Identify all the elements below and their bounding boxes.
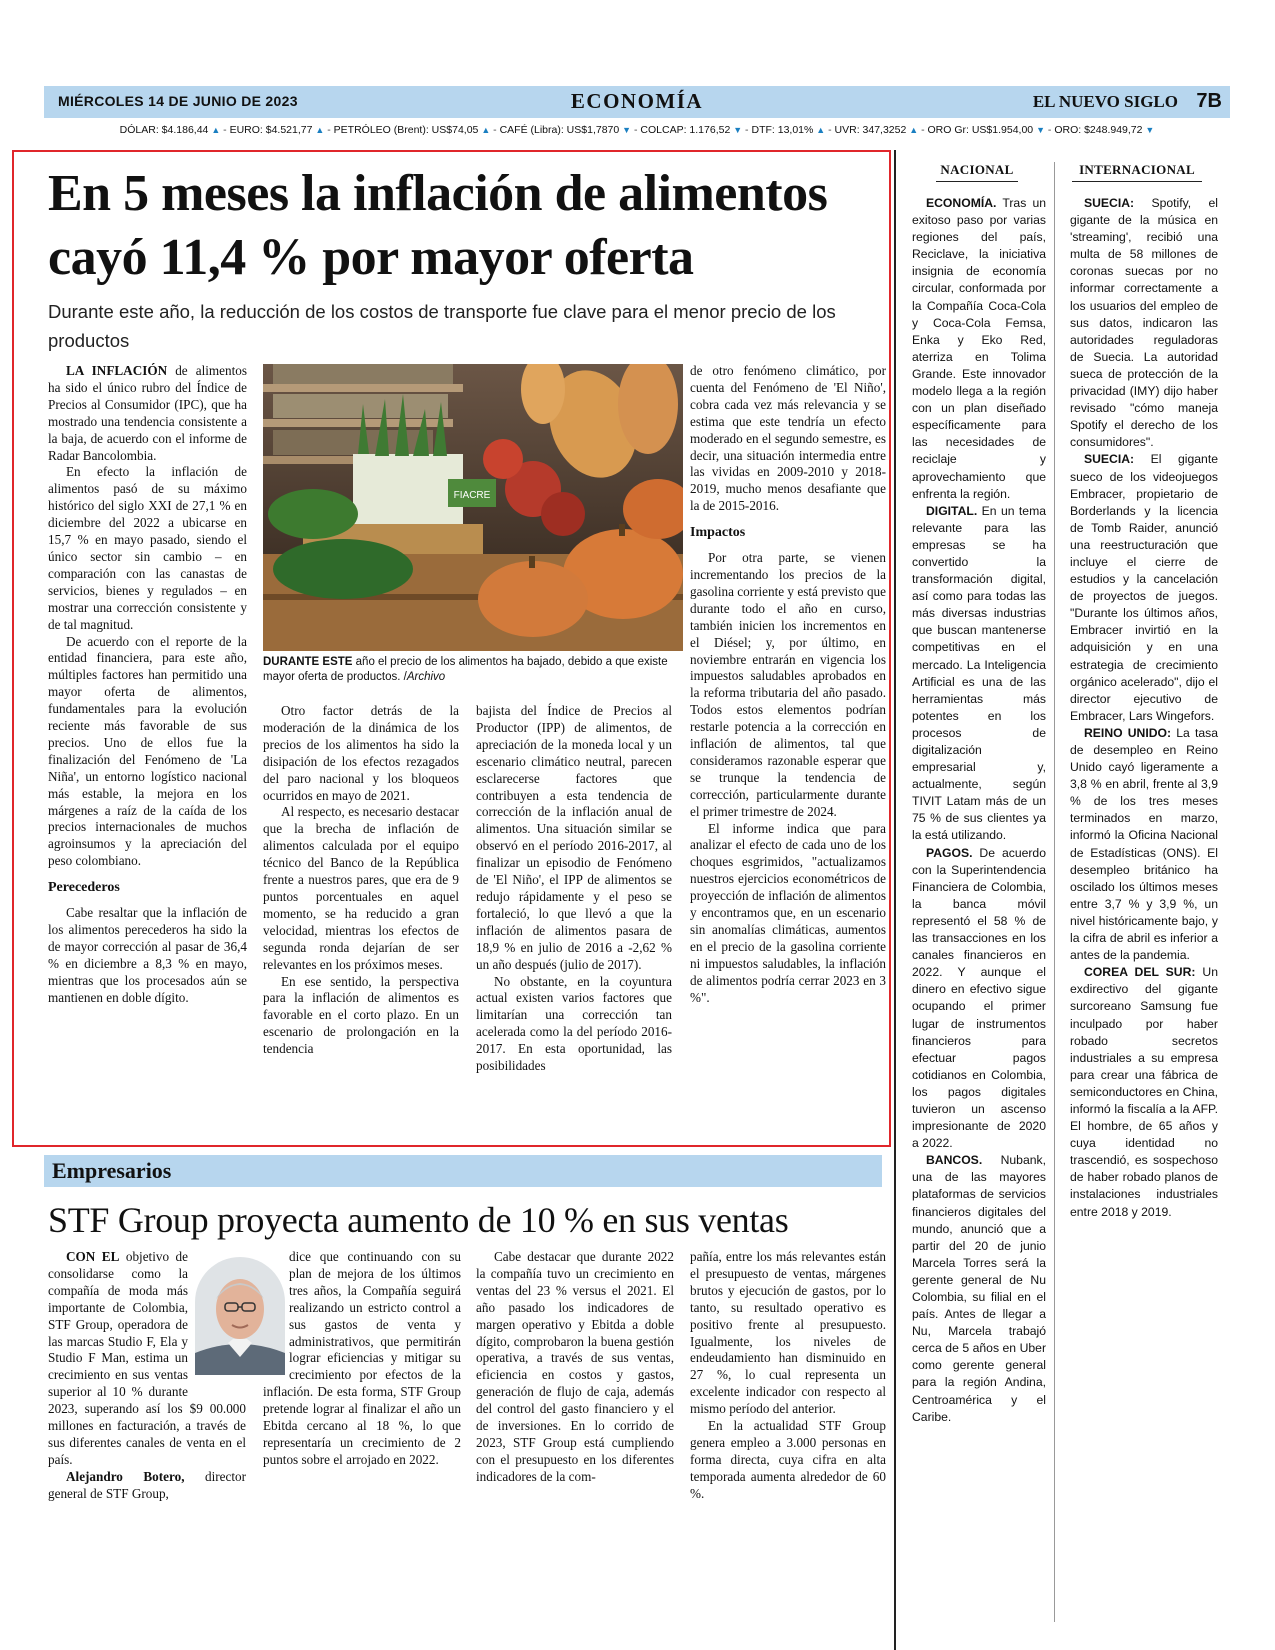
brief-text: Spotify, el gigante de la música en 'streaming', recibió una multa de 58 millones de coronas suecas por no informar correctamente a los usuarios del empleo de sus datos, indicaron las autoridades reguladoras de Suecia. La autoridad sueca de protección de la privacidad (IMY) dijo haber revisado "cómo maneja Spotify el derecho de los consumidores". bbox=[1070, 196, 1218, 450]
executive-portrait bbox=[195, 1257, 285, 1375]
page-number: 7B bbox=[1196, 90, 1222, 112]
sidebar-internacional bbox=[1070, 195, 1218, 1221]
stf-column-2 bbox=[263, 1249, 461, 1469]
paragraph: de otro fenómeno climático, por cuenta del Fenómeno de 'El Niño', cobra cada vez más relevancia y se estima que este tendría un efecto moderado en el segundo semestre, es decir, una situación intermedia entre las vividas en 2009-2010 y 2018- 2019, mucho menos desafiante que la de 2015-2016. bbox=[690, 363, 886, 514]
stf-column-4 bbox=[690, 1249, 886, 1503]
brief-text: El gigante sueco de los videojuegos Embracer, propietario de Borderlands y la licencia de Tomb Raider, anunció una reestructuración que incluye el cierre de estudios y la cancelación de proyectos de juegos. "Durante los últimos años, Embracer invirtió en la adquisición y en una estrategia de crecimiento orgánico acelerado", dijo el director ejecutivo de Embracer, Lars Wingefors. bbox=[1070, 452, 1218, 723]
down-arrow-icon: ▼ bbox=[1145, 125, 1155, 135]
up-arrow-icon: ▲ bbox=[211, 125, 221, 135]
brief-label: ECONOMÍA. bbox=[926, 196, 997, 210]
lead-cap: LA INFLACIÓN bbox=[66, 363, 168, 378]
ticker-item: EURO: $4.521,77 bbox=[229, 124, 316, 136]
issue-date: MIÉRCOLES 14 DE JUNIO DE 2023 bbox=[58, 93, 298, 109]
brief-label: SUECIA: bbox=[1084, 196, 1135, 210]
main-headline: En 5 meses la inflación de alimentos cayó 11,4 % por mayor oferta bbox=[48, 165, 828, 286]
paragraph: Cabe destacar que durante 2022 la compañía tuvo un crecimiento en ventas del 23 % versus el 2021. El año pasado los indicadores de margen operativo y Ebitda a doble dígito, comprobaron la buena gestión operativa, a través de sus ventas, eficiencia en costos y gastos, generación de flujo de caja, además del control del gasto financiero y el de inversiones. En lo corrido de 2023, STF Group está cumpliendo con el presupuesto en los diferentes indicadores de la com- bbox=[476, 1249, 674, 1484]
photo-credit: Archivo bbox=[406, 671, 446, 683]
paragraph: Cabe resaltar que la inflación de los alimentos perecederos ha sido la de mayor corrección al pasar de 36,4 % en diciembre a 8,3 % en mayo, mientras que los procesados aún se mantienen en doble dígito. bbox=[48, 905, 247, 1005]
caption-text: año el precio de los alimentos ha bajado, debido a que existe mayor oferta de productos. / bbox=[263, 656, 668, 683]
lead-cap: CON EL bbox=[66, 1249, 120, 1264]
main-column-2 bbox=[263, 703, 459, 1058]
down-arrow-icon: ▼ bbox=[733, 125, 743, 135]
ticker-item: ORO: $248.949,72 bbox=[1054, 124, 1146, 136]
brief-label: REINO UNIDO: bbox=[1084, 725, 1172, 740]
caption-lead: DURANTE ESTE bbox=[263, 656, 353, 668]
newspaper-brand: EL NUEVO SIGLO bbox=[1032, 92, 1178, 111]
ticker-item: COLCAP: 1.176,52 bbox=[640, 124, 734, 136]
paragraph: Por otra parte, se vienen incrementando los precios de la gasolina corriente y está previsto que durante todo el año en curso, también inicien los incrementos en el Diésel; y, por último, en noviembre entrarán en vigencia los impuestos saludables aprobados en la reforma tributaria del año pasado. Todos estos elementos podrían restarle potencia a la corrección en inflación de alimentos, tal que consideramos razonable esperar que se trunque la tendencia de corrección, particularmente durante el primer trimestre de 2024. bbox=[690, 550, 886, 819]
up-arrow-icon: ▲ bbox=[816, 125, 826, 135]
brief-label: BANCOS. bbox=[926, 1153, 983, 1168]
brief-label: SUECIA: bbox=[1084, 452, 1135, 467]
stf-column-3 bbox=[476, 1249, 674, 1486]
section-band-empresarios bbox=[44, 1155, 882, 1187]
person-name: Alejandro Botero, bbox=[66, 1468, 185, 1484]
paragraph: Otro factor detrás de la moderación de la dinámica de los precios de los alimentos ha sido la disipación de los efectos rezagados del paro nacional y los bloqueos ocurridos en mayo de 2021. bbox=[263, 703, 459, 803]
main-deck: Durante este año, la reducción de los costos de transporte fue clave para el menor precio de los productos bbox=[48, 301, 836, 351]
sidebar-title-internacional: INTERNACIONAL bbox=[1072, 162, 1202, 182]
paragraph: director general de STF Group, bbox=[48, 1468, 246, 1501]
main-column-4 bbox=[690, 363, 886, 1007]
brief-text: Un exdirectivo del gigante surcoreano Samsung fue inculpado por haber robado secretos industriales a su empresa para crear una fábrica de semiconductores en China, informó la fiscalía a la AFP. El hombre, de 65 años y cuya identidad no trascendió, es sospechoso de haber robado planos de instalaciones industriales entre 2018 y 2019. bbox=[1070, 965, 1219, 1219]
section-title: ECONOMÍA bbox=[570, 89, 704, 113]
brief-text: De acuerdo con la Superintendencia Financiera de Colombia, la banca móvil representó el 58 % de las transacciones en los canales financieros en 2022. Y aunque el dinero en efectivo sigue ocupando el primer lugar de instrumentos financieros para efectuar pagos cotidianos en Colombia, los pagos digitales tuvieron un ascenso impresionante de 2020 a 2022. bbox=[912, 845, 1046, 1151]
paragraph: En ese sentido, la perspectiva para la inflación de alimentos es favorable en el corto plazo. En un escenario de prolongación en la tendencia bbox=[263, 973, 459, 1057]
sidebar-divider bbox=[1054, 162, 1055, 1622]
market-ticker: DÓLAR: $4.186,44 ▲ - EURO: $4.521,77 ▲ - PETRÓLEO (Brent): US$74,05 ▲ - CAFÉ (Libra): US$1,7870 ▼ - COLCAP: 1.176,52 ▼ - DTF: 13,01% ▲ - UVR: 347,3252 ▲ - ORO Gr: US$1.954,00 ▼ - ORO: $248.949,72 ▼ bbox=[119, 124, 1155, 136]
ticker-item: DTF: 13,01% bbox=[751, 124, 817, 136]
section-label: Empresarios bbox=[52, 1158, 172, 1183]
photo-caption bbox=[263, 655, 683, 685]
up-arrow-icon: ▲ bbox=[315, 125, 325, 135]
subhead: Perecederos bbox=[48, 880, 120, 896]
ticker-item: ORO Gr: US$1.954,00 bbox=[927, 124, 1037, 136]
paragraph: bajista del Índice de Precios al Productor (IPP) de alimentos, de apreciación de la moneda local y un escenario climático neutral, parecen esclarecerse factores que contribuyen a esta tendencia de corrección de la inflación anual de alimentos. Una situación similar se observó en el período 2016-2017, al finalizar un episodio de Fenómeno de 'El Niño', el IPP de alimentos se redujo rápidamente y el peso se fortaleció, lo que llevó a que la inflación de alimentos pasara de 18,9 % en julio de 2016 a -2,62 % un año después (julio de 2017). bbox=[476, 703, 672, 972]
brief-text: Tras un exitoso paso por varias regiones del país, Reciclave, la iniciativa insignia de economía circular, conformada por la Compañía Coca-Cola y Coca-Cola Femsa, Enka y Eko Red, aterriza en Tolima Grande. Este innovador modelo llega a la región con un plan diseñado específicamente para las necesidades de reciclaje y aprovechamiento que enfrenta la región. bbox=[912, 196, 1046, 501]
paragraph: El informe indica que para analizar el efecto de cada uno de los choques esgrimidos, "actualizamos nuestros ejercicios econométricos de proyección de inflación de alimentos y encontramos que, en un escenario sin anomalías climáticas, aumentos en el precio de la gasolina corriente ni impuestos saludables, la inflación de alimentos podría cerrar 2023 en 3 %". bbox=[690, 820, 886, 1005]
up-arrow-icon: ▲ bbox=[481, 125, 491, 135]
paragraph: En la actualidad STF Group genera empleo a 3.000 personas en forma directa, cuya cifra en alta temporada aumenta alrededor de 60 %. bbox=[690, 1418, 886, 1501]
main-column-1 bbox=[48, 363, 247, 1007]
paragraph: dice que continuando con su plan de mejora de los últimos tres años, la Compañía seguirá realizando un estricto control a sus gastos de venta y administrativos, que permitirán lograr eficiencias y mitigar su crecimiento por efectos de la inflación. De esta forma, STF Group pretende lograr al finalizar el año un Ebitda cercano al 18 %, lo que representaría un crecimiento de 2 puntos sobre el arrojado en 2022. bbox=[263, 1249, 461, 1467]
ticker-item: CAFÉ (Libra): US$1,7870 bbox=[499, 124, 623, 136]
paragraph: pañía, entre los más relevantes están el presupuesto de ventas, márgenes brutos y ejecución de gastos, por lo tanto, su resultado operativo es positivo frente al presupuesto. Igualmente, los niveles de endeudamiento han disminuido en 27 %, lo cual representa un excelente indicador con respecto al mismo período del anterior. bbox=[690, 1249, 886, 1417]
paragraph: De acuerdo con el reporte de la entidad financiera, para este año, múltiples factores han permitido una mayor oferta de alimentos, fundamentales para la evolución reciente más favorable de sus precios. Uno de ellos fue la finalización del Fenómeno de 'La Niña', un entorno logístico nacional más estable, la mejora en los márgenes a raíz de la caída de los precios internacionales de muchos agroinsumos y la apreciación del peso colombiano. bbox=[48, 633, 247, 869]
ticker-item: DÓLAR: $4.186,44 bbox=[119, 124, 212, 136]
subhead: Impactos bbox=[690, 525, 746, 541]
sidebar-nacional bbox=[912, 195, 1046, 1426]
brief-text: En un tema relevante para las empresas se ha convertido la transformación digital, así como para todas las más diversas industrias que buscan mantenerse competitivas en el mercado. La Inteligencia Artificial es una de las herramientas más potentes en los procesos de digitalización empresarial y, actualmente, según TIVIT Latam más de un 75 % de sus clientes ya la está utilizando. bbox=[912, 503, 1046, 843]
brief-text: Nubank, una de las mayores plataformas de servicios financieros digitales del mundo, anunció que a partir del 20 de junio Marcela Torres será la gerente general de Nu Colombia, su filial en el país. Antes de llegar a Nu, Marcela trabajó cerca de 5 años en Uber como gerente general para la región Andina, Centroamérica y el Caribe. bbox=[912, 1153, 1046, 1424]
sidebar-title-nacional: NACIONAL bbox=[936, 162, 1018, 182]
brief-label: COREA DEL SUR: bbox=[1084, 965, 1196, 980]
ticker-item: UVR: 347,3252 bbox=[834, 124, 910, 136]
down-arrow-icon: ▼ bbox=[1036, 125, 1045, 135]
svg-text:FIACRE: FIACRE bbox=[453, 490, 491, 501]
vegetables-photo bbox=[263, 364, 683, 651]
paragraph: No obstante, en la coyuntura actual existen varios factores que limitarían una corrección tan acelerada como la del período 2016-2017. En esta oportunidad, las posibilidades bbox=[476, 973, 672, 1074]
sidebar-rule bbox=[894, 150, 896, 1650]
brief-label: DIGITAL. bbox=[926, 503, 978, 518]
paragraph: de alimentos ha sido el único rubro del Índice de Precios al Consumidor (IPC), que ha mostrado una tendencia consistente a la baja, de acuerdo con el informe de Radar Bancolombia. bbox=[48, 363, 247, 463]
paragraph: Al respecto, es necesario destacar que la brecha de inflación de alimentos calculada por el equipo técnico del Banco de la República frente a nuestros pares, que era de 9 puntos porcentuales en aquel momento, se ha reducido a gran velocidad, mientras los efectos de segunda ronda dejarían de ser relevantes en los próximos meses. bbox=[263, 804, 459, 972]
paragraph: objetivo de consolidarse como la compañía de moda más importante de Colombia, STF Group, operadora de las marcas Studio F, Ela y Studio F Man, estima un crecimiento en sus ventas superior al 10 % durante 2023, superando así los $9 00.000 millones en facturación, a través de sus diferentes canales de venta en el país. bbox=[48, 1249, 246, 1467]
ticker-item: PETRÓLEO (Brent): US$74,05 bbox=[333, 124, 482, 136]
main-column-3 bbox=[476, 703, 672, 1075]
page-header bbox=[44, 86, 1230, 118]
brief-label: PAGOS. bbox=[926, 845, 973, 860]
paragraph: En efecto la inflación de alimentos pasó de su máximo histórico del siglo XXI de 27,1 % en diciembre del 2022 a ubicarse en 15,7 % en mayo pasado, siendo el único sector sin cambio – en comparación con las canastas de servicios, bienes y regulados – en mostrar una corrección consistente y de tal magnitud. bbox=[48, 464, 247, 632]
stf-headline: STF Group proyecta aumento de 10 % en sus ventas bbox=[48, 1200, 789, 1240]
up-arrow-icon: ▲ bbox=[909, 125, 919, 135]
brief-text: La tasa de desempleo en Reino Unido cayó ligeramente a 3,8 % en abril, frente al 3,9 % de los tres meses terminados en marzo, informó la Oficina Nacional de Estadísticas (ONS). El desempleo británico ha oscilado los últimos meses entre 3,7 % y 3,9 %, un nivel históricamente bajo, y la cifra de abril es inferior a antes de la pandemia. bbox=[1070, 725, 1218, 963]
down-arrow-icon: ▼ bbox=[622, 125, 632, 135]
